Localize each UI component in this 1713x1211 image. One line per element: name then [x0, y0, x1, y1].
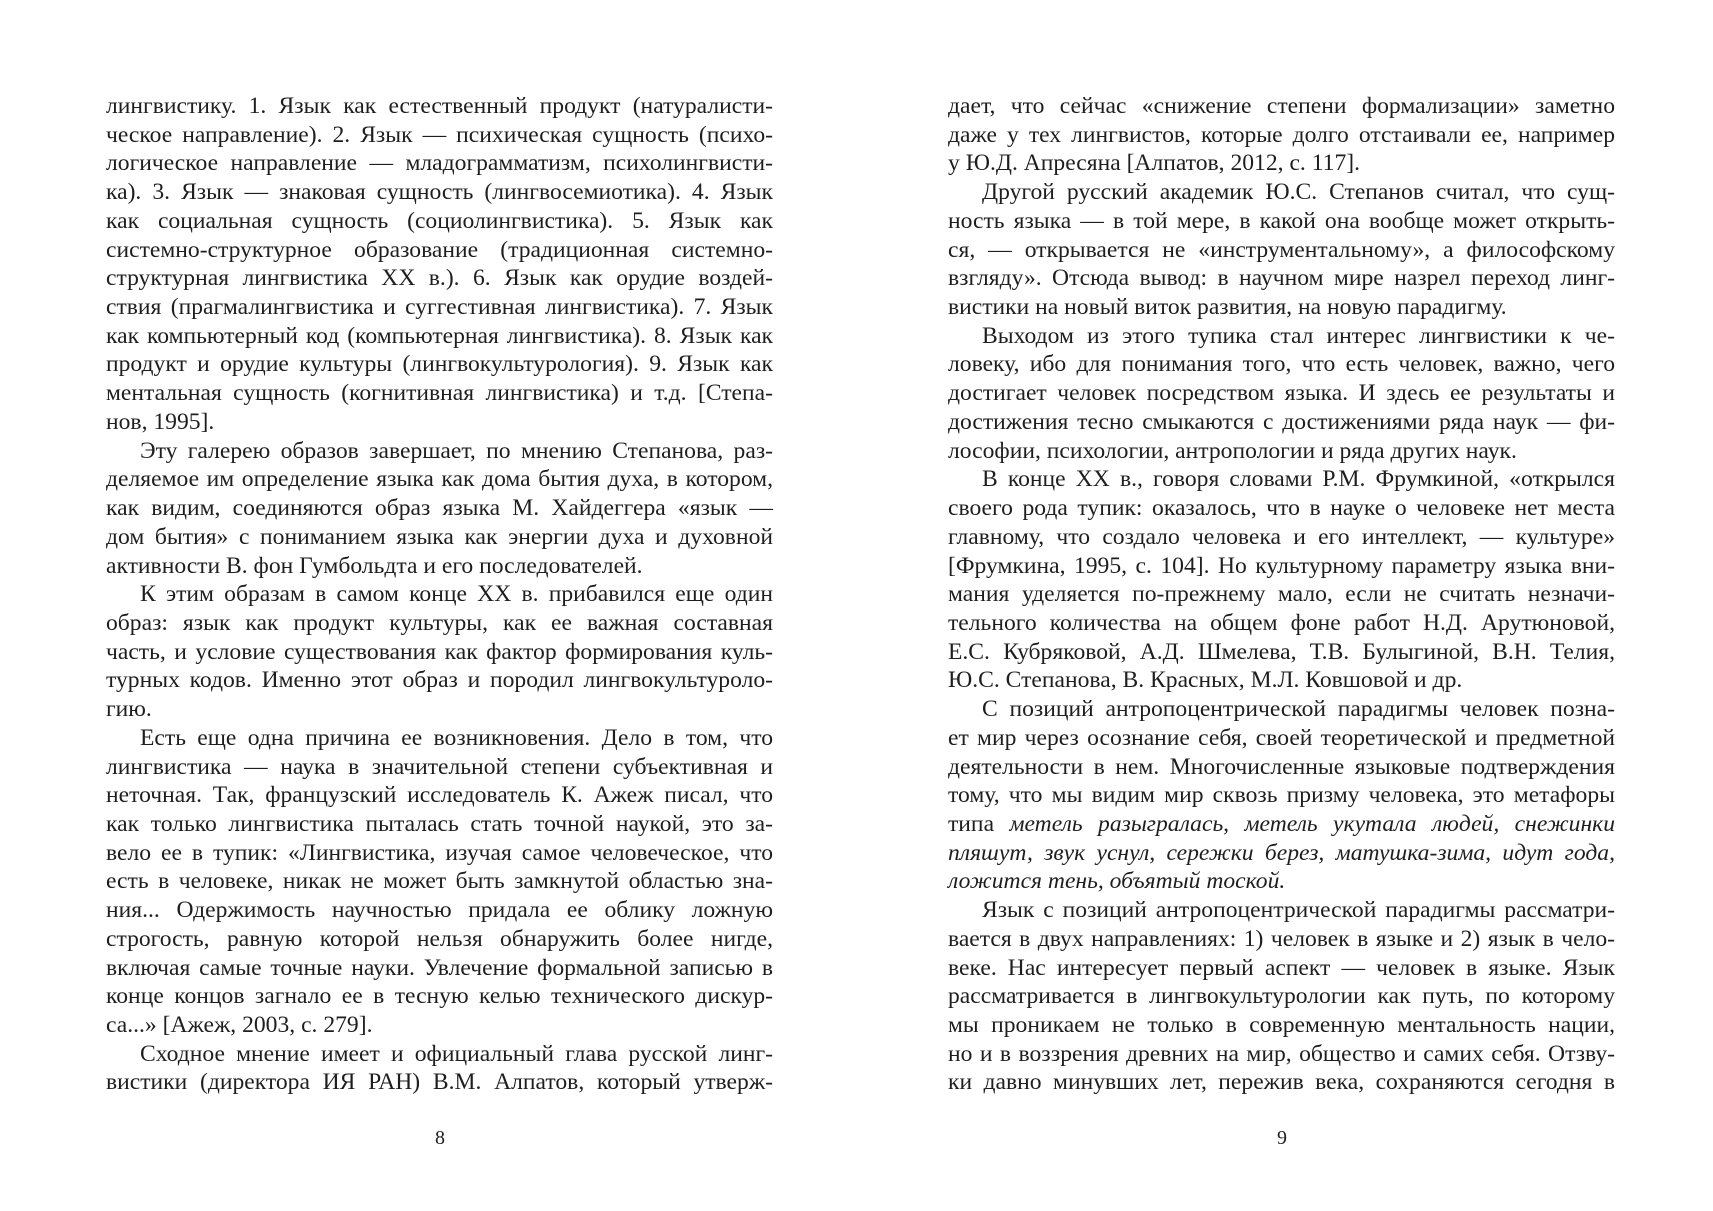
text-line: как только лингвистика пыталась стать точной наукой, это за-: [106, 810, 773, 837]
text-line: логическое направление — младограмматизм, психолингвисти-: [106, 150, 773, 177]
paragraph-first-line: К этим образам в самом конце XX в. прибавился еще один: [140, 581, 773, 608]
text-line: дает, что сейчас «снижение степени формализации» заметно: [948, 93, 1615, 119]
right-page-text: [948, 92, 1615, 1097]
text-line: лингвистика — наука в значительной степени субъективная и: [106, 753, 773, 780]
text-line: ки давно минувших лет, пережив века, сохраняются сегодня в: [948, 1069, 1615, 1096]
text-line: тому, что мы видим мир сквозь призму человека, это метафоры: [948, 782, 1615, 809]
text-line: ет мир через осознание себя, своей теоретической и предметной: [948, 724, 1615, 751]
italic-line: [948, 867, 1615, 896]
left-page-text: [106, 92, 773, 1097]
text-line: турных кодов. Именно этот образ и породил лингвокультуроло-: [106, 667, 773, 694]
text-line: как социальная сущность (социолингвистика). 5. Язык как: [106, 207, 773, 234]
paragraph-first-line: В конце XX в., говоря словами Р.М. Фрумкиной, «открылся: [982, 466, 1615, 493]
italic-example: пляшут, звук уснул, сережки берез, матушка-зима, идут года,: [948, 839, 1615, 866]
text-line: са...» [Ажеж, 2003, с. 279].: [106, 1012, 373, 1038]
text-fragment: типа: [948, 810, 1010, 837]
text-line: ловеку, ибо для понимания того, что есть человек, важно, чего: [948, 351, 1615, 378]
text-line: как видим, соединяются образ языка М. Хайдеггера «язык —: [106, 495, 773, 522]
text-line: ния... Одержимость научностью придала ее облику ложную: [106, 897, 773, 924]
italic-line: [948, 839, 1615, 868]
text-line: главному, что создало человека и его интеллект, — культуре»: [948, 523, 1615, 550]
text-line: [Фрумкина, 1995, с. 104]. Но культурному параметру языка вни-: [948, 552, 1615, 579]
text-line: лософии, психологии, антропологии и ряда других наук.: [948, 437, 1517, 464]
text-line: часть, и условие существования как фактор формирования куль-: [106, 638, 773, 665]
paragraph-first-line: С позиций антропоцентрической парадигмы человек позна-: [982, 696, 1615, 723]
text-line: активности В. фон Гумбольдта и его последователей.: [106, 552, 643, 579]
text-line: вистики (директора ИЯ РАН) В.М. Алпатов, который утверж-: [106, 1069, 773, 1096]
paragraph-first-line: Есть еще одна причина ее возникновения. Дело в том, что: [140, 724, 773, 751]
text-line: Е.С. Кубряковой, А.Д. Шмелева, Т.В. Булыгиной, В.Н. Телия,: [948, 638, 1615, 665]
paragraph-first-line: Другой русский академик Ю.С. Степанов считал, что сущ-: [982, 179, 1615, 206]
text-line: тельного количества на общем фоне работ Н.Д. Арутюновой,: [948, 609, 1615, 636]
text-line: ся, — открывается не «инструментальному», а философскому: [948, 236, 1615, 263]
text-line: конце концов загнало ее в тесную келью технического дискур-: [106, 983, 773, 1010]
text-line: системно-структурное образование (традиционная системно-: [106, 236, 773, 263]
text-line: продукт и орудие культуры (лингвокультурология). 9. Язык как: [106, 351, 773, 378]
text-line: как компьютерный код (компьютерная лингвистика). 8. Язык как: [106, 322, 773, 349]
text-line: включая самые точные науки. Увлечение формальной записью в: [106, 954, 773, 981]
text-line: мы проникаем не только в современную ментальность нации,: [948, 1012, 1615, 1038]
text-line: гию.: [106, 696, 152, 723]
page-number-left: 8: [435, 1127, 445, 1149]
text-line: деятельности в нем. Многочисленные языковые подтверждения: [948, 753, 1615, 780]
text-line: вело ее в тупик: «Лингвистика, изучая самое человеческое, что: [106, 839, 773, 866]
text-line: ментальная сущность (когнитивная лингвистика) и т.д. [Степа-: [106, 380, 773, 407]
text-line: ность языка — в той мере, в какой она вообще может открыть-: [948, 207, 1615, 234]
text-line: деляемое им определение языка как дома бытия духа, в котором,: [106, 466, 773, 493]
text-line: рассматривается в лингвокультурологии как путь, по которому: [948, 983, 1615, 1010]
text-line: ческое направление). 2. Язык — психическая сущность (психо-: [106, 121, 773, 148]
text-line: нов, 1995].: [106, 408, 215, 435]
text-line: неточная. Так, французский исследователь К. Ажеж писал, что: [106, 782, 773, 809]
text-line: вается в двух направлениях: 1) человек в языке и 2) язык в чело-: [948, 925, 1615, 952]
text-line: ствия (прагмалингвистика и суггестивная лингвистика). 7. Язык: [106, 294, 773, 321]
text-line: лингвистику. 1. Язык как естественный продукт (натуралисти-: [106, 93, 773, 119]
text-line: ка). 3. Язык — знаковая сущность (лингвосемиотика). 4. Язык: [106, 179, 773, 206]
text-line: образ: язык как продукт культуры, как ее важная составная: [106, 609, 773, 636]
page-number-right: 9: [1277, 1127, 1287, 1149]
text-line: Ю.С. Степанова, В. Красных, М.Л. Ковшовой и др.: [948, 667, 1463, 694]
text-line: достигает человек посредством языка. И здесь ее результаты и: [948, 380, 1615, 407]
text-line: дом бытия» с пониманием языка как энергии духа и духовной: [106, 523, 773, 550]
text-line: мания уделяется по-прежнему мало, если не считать незначи-: [948, 581, 1615, 608]
text-line: есть в человеке, никак не может быть замкнутой областью зна-: [106, 868, 773, 895]
text-line: достижения тесно смыкаются с достижениями ряда наук — фи-: [948, 408, 1615, 435]
paragraph-first-line: Язык с позиций антропоцентрической парадигмы рассматри-: [982, 897, 1615, 924]
italic-example: метель разыгралась, метель укутала людей, снежинки: [1009, 810, 1616, 837]
text-line: но и в воззрения древних на мир, общество и самих себя. Отзву-: [948, 1040, 1615, 1067]
text-line: строгость, равную которой нельзя обнаружить более нигде,: [106, 925, 773, 952]
text-line: даже у тех лингвистов, которые долго отстаивали ее, например: [948, 121, 1615, 148]
text-line: структурная лингвистика XX в.). 6. Язык как орудие воздей-: [106, 265, 773, 292]
paragraph-first-line: Выходом из этого тупика стал интерес лингвистики к че-: [982, 322, 1615, 349]
paragraph-first-line: Сходное мнение имеет и официальный глава русской линг-: [140, 1040, 773, 1067]
text-line: своего рода тупик: оказалось, что в науке о человеке нет места: [948, 495, 1615, 522]
italic-example: ложится тень, объятый тоской.: [948, 868, 1286, 895]
paragraph-first-line: Эту галерею образов завершает, по мнению Степанова, раз-: [140, 437, 773, 464]
text-line-mixed: [948, 810, 1615, 839]
text-line: взгляду». Отсюда вывод: в научном мире назрел переход линг-: [948, 265, 1615, 292]
text-line: веке. Нас интересует первый аспект — человек в языке. Язык: [948, 954, 1615, 981]
text-line: вистики на новый виток развития, на новую парадигму.: [948, 294, 1507, 321]
text-line: у Ю.Д. Апресяна [Алпатов, 2012, с. 117].: [948, 150, 1360, 177]
